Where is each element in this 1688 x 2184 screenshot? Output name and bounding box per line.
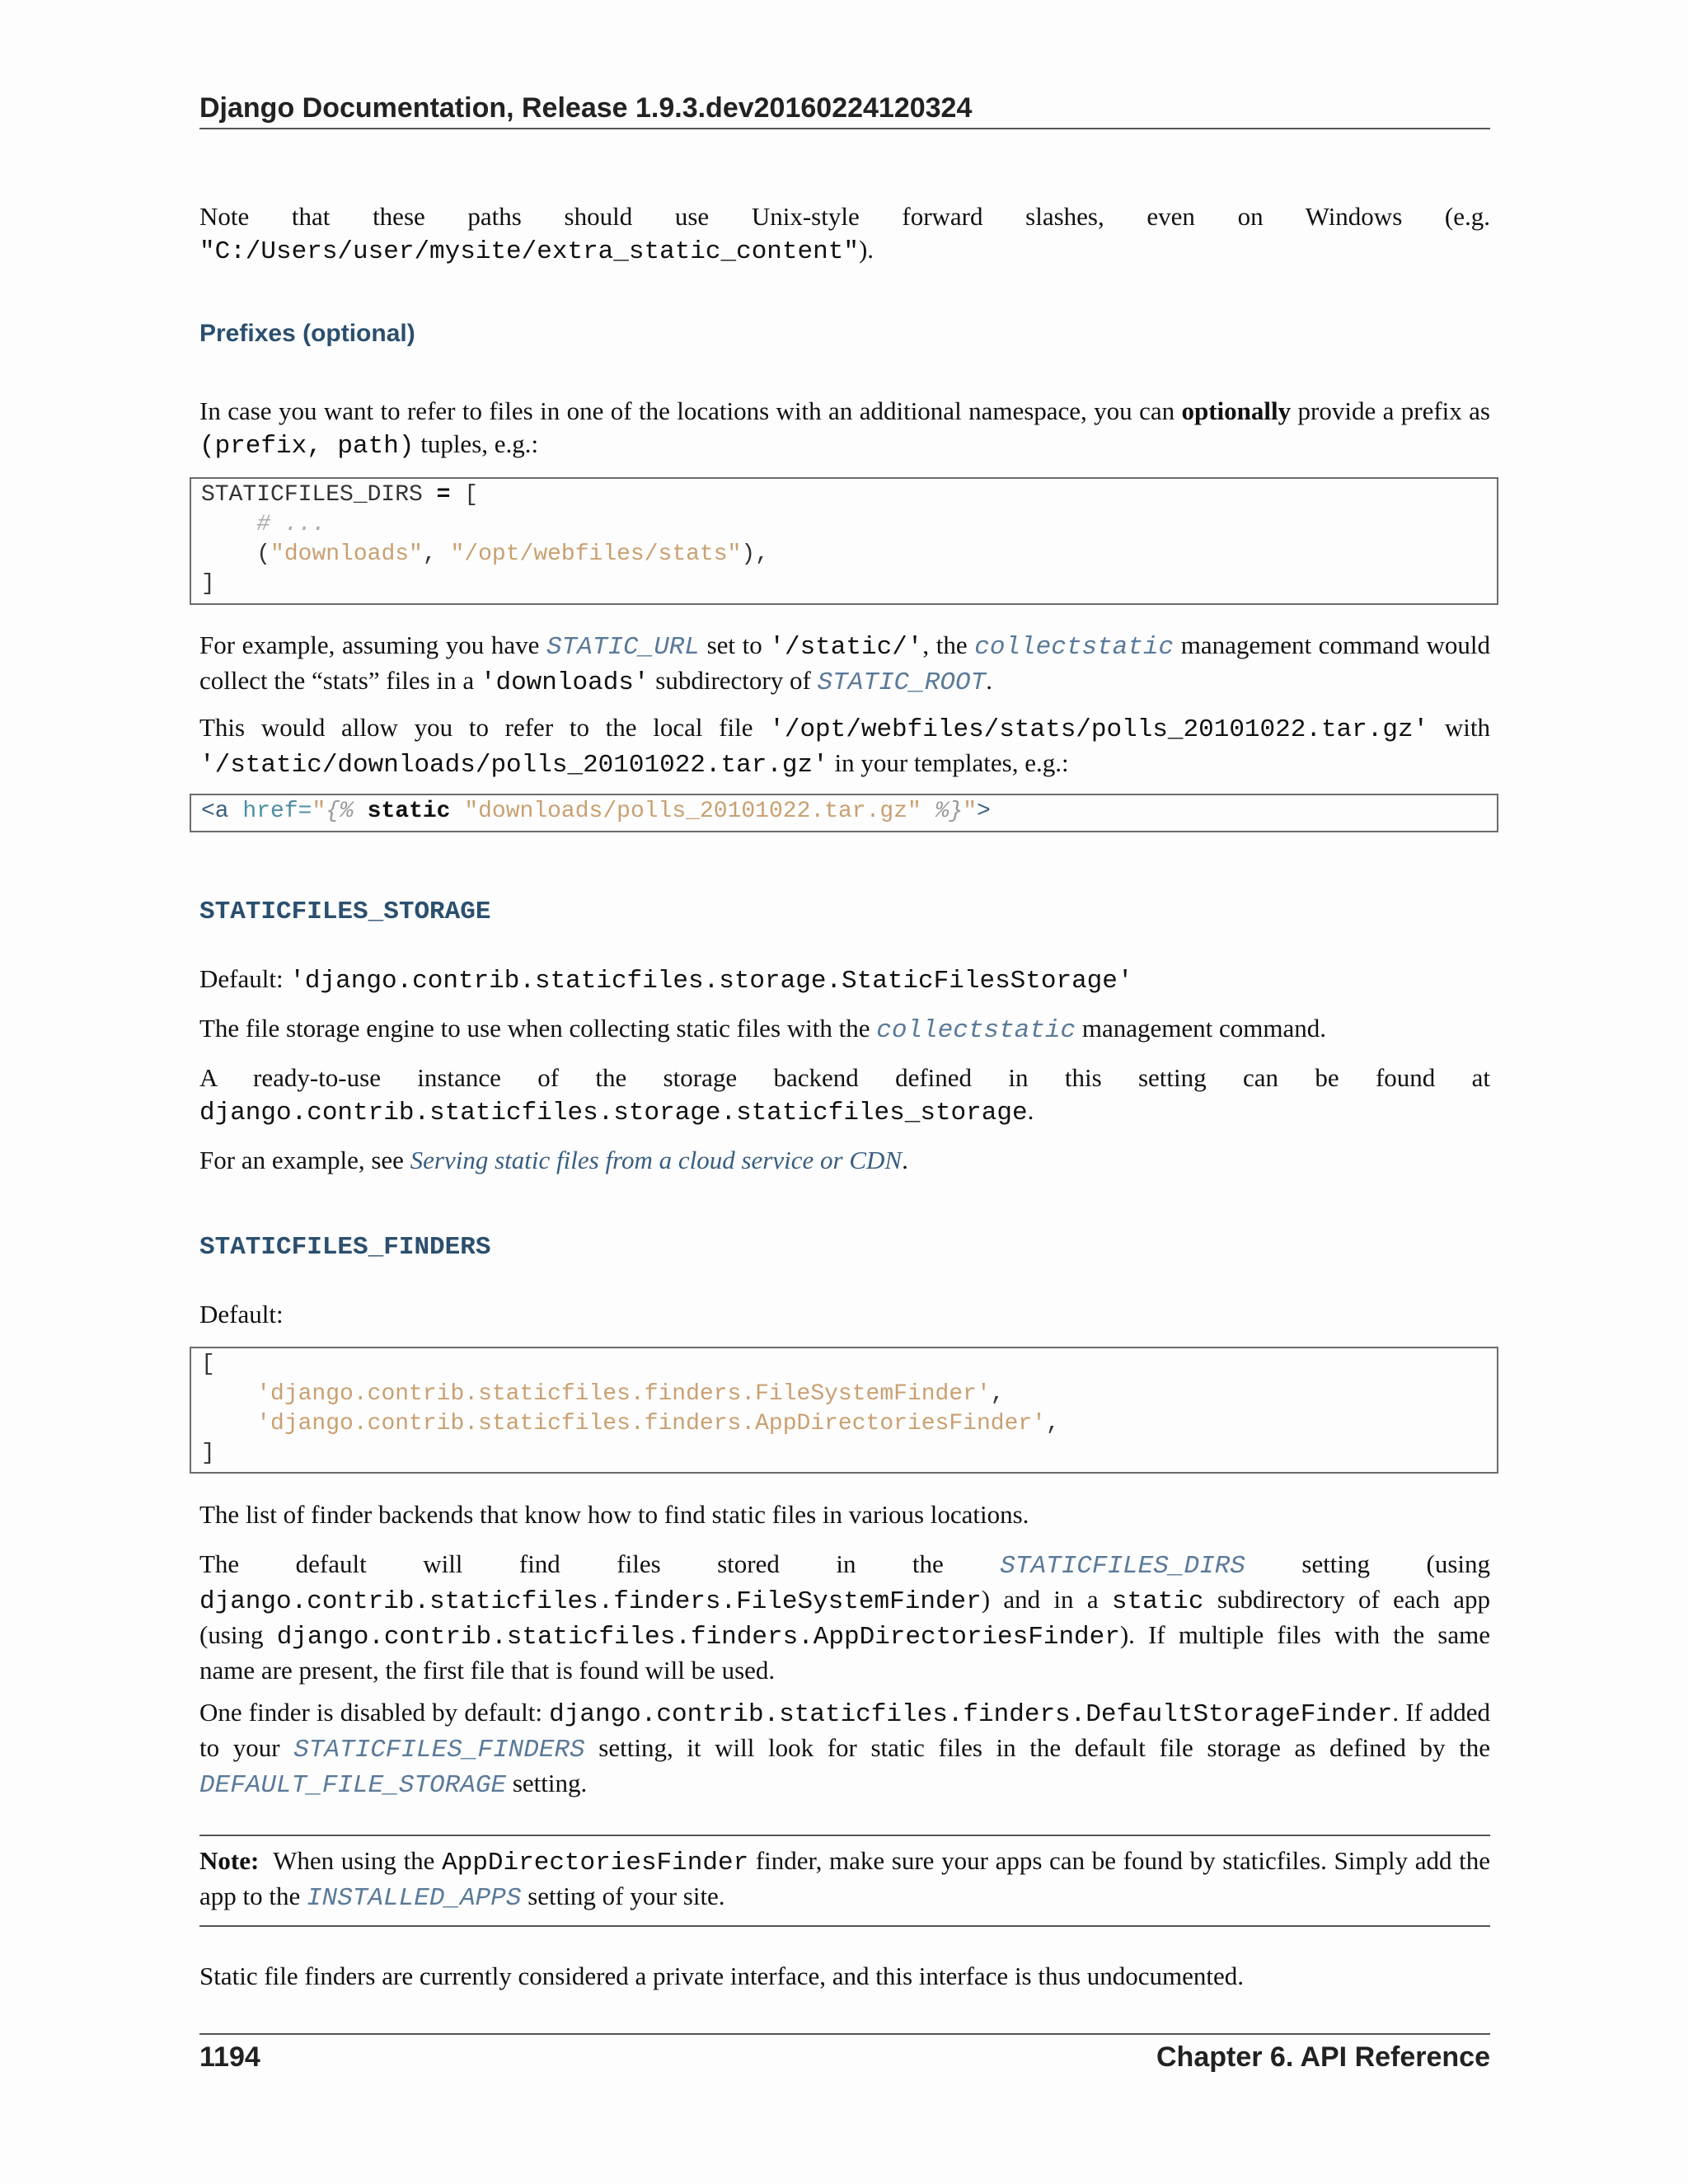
bold-text: optionally [1181, 396, 1292, 425]
code-token: ( [256, 541, 271, 567]
code-string: " [963, 799, 978, 824]
paragraph-text: One finder is disabled by default: [199, 1698, 542, 1727]
local-file-paragraph [199, 711, 1490, 782]
paragraph-text: , the [922, 630, 968, 659]
paragraph-text: For example, assuming you have [199, 630, 540, 659]
paragraph-text: The file storage engine to use when collecting static files with the [199, 1014, 870, 1043]
paragraph-text: ) and in a [981, 1585, 1099, 1614]
staticfiles-finders-heading: STATICFILES_FINDERS [199, 1233, 491, 1262]
code-tag: <a [201, 799, 229, 824]
paragraph-text: In case you want to refer to files in one of the locations with an additional namespace, you can [199, 396, 1175, 425]
code-token: = [436, 482, 451, 508]
staticfiles-finders-link[interactable]: STATICFILES_FINDERS [293, 1736, 585, 1765]
code-template-delim: %} [935, 799, 964, 824]
default-file-storage-link[interactable]: DEFAULT_FILE_STORAGE [199, 1771, 507, 1800]
code-attr: href= [242, 799, 312, 824]
code-token: [ [464, 482, 479, 508]
code-string: "downloads/polls_20101022.tar.gz" [464, 799, 921, 824]
staticfiles-storage-heading: STATICFILES_STORAGE [199, 898, 491, 926]
storage-engine-paragraph [199, 1012, 1490, 1047]
private-interface-paragraph: Static file finders are currently considered a private interface, and this interface is thus undocumented. [199, 1961, 1245, 1990]
staticfiles-dirs-code-block [190, 477, 1498, 605]
code-token: ] [201, 571, 215, 597]
note-label: Note: [199, 1846, 260, 1875]
paragraph-text: management command. [1081, 1014, 1326, 1043]
prefixes-heading: Prefixes (optional) [199, 320, 415, 347]
paragraph-text: with [1444, 713, 1491, 742]
paragraph-text: setting of your site. [528, 1882, 725, 1910]
paragraph-text: When using the [273, 1846, 435, 1875]
page-number: 1194 [199, 2041, 260, 2073]
collectstatic-link[interactable]: collectstatic [974, 633, 1175, 662]
static-root-link[interactable]: STATIC_ROOT [817, 668, 987, 697]
finders-default-label: Default: [199, 1300, 284, 1329]
installed-apps-link[interactable]: INSTALLED_APPS [307, 1884, 522, 1913]
code-token: STATICFILES_DIRS [201, 482, 423, 508]
collectstatic-link[interactable]: collectstatic [876, 1016, 1076, 1045]
paragraph-text: . [902, 1146, 908, 1174]
inline-code: '/opt/webfiles/stats/polls_20101022.tar.gz' [769, 715, 1429, 744]
paragraph-text: . [986, 666, 992, 695]
chapter-title: Chapter 6. API Reference [1156, 2041, 1490, 2073]
inline-code: "C:/Users/user/mysite/extra_static_content" [199, 237, 859, 266]
inline-code: '/static/' [769, 633, 923, 662]
inline-code: django.contrib.staticfiles.storage.staticfiles_storage [199, 1099, 1028, 1127]
paragraph-text: ). [858, 235, 874, 264]
template-code-block [190, 794, 1498, 832]
storage-see-paragraph [199, 1144, 1490, 1177]
page-footer [199, 2033, 1490, 2074]
paragraph-text: set to [706, 630, 762, 659]
code-token: , [1045, 1411, 1060, 1436]
code-token: [ [201, 1352, 215, 1377]
inline-code: 'django.contrib.staticfiles.storage.StaticFilesStorage' [289, 967, 1133, 996]
paragraph-text: setting (using [1301, 1549, 1490, 1578]
paragraph-text: A ready-to-use instance of the storage backend defined in this setting can be found at [199, 1063, 1490, 1092]
finders-default-behavior-paragraph [199, 1548, 1490, 1687]
paragraph-text: management command would collect the “stats” files in a [199, 630, 1491, 695]
finders-disabled-paragraph [199, 1696, 1490, 1802]
inline-code: AppDirectoriesFinder [442, 1849, 749, 1877]
inline-code: 'downloads' [480, 668, 649, 697]
code-string: "/opt/webfiles/stats" [450, 541, 742, 567]
inline-code: static [1111, 1587, 1204, 1616]
code-string: "downloads" [270, 541, 423, 567]
windows-paths-paragraph [199, 200, 1490, 269]
code-token: ] [201, 1441, 215, 1466]
running-header: Django Documentation, Release 1.9.3.dev20160224120324 [199, 92, 1490, 129]
cdn-guide-link[interactable]: Serving static files from a cloud service or CDN [410, 1146, 903, 1174]
storage-instance-paragraph [199, 1062, 1490, 1130]
code-token: , [990, 1381, 1005, 1407]
paragraph-text: This would allow you to refer to the local file [199, 713, 753, 742]
finders-default-code-block [190, 1347, 1498, 1474]
code-string: 'django.contrib.staticfiles.finders.FileSystemFinder' [256, 1381, 991, 1407]
static-url-link[interactable]: STATIC_URL [546, 633, 700, 662]
paragraph-text: . [1027, 1096, 1034, 1125]
code-template-delim: {% [326, 799, 354, 824]
finders-list-paragraph: The list of finder backends that know how to find static files in various locations. [199, 1500, 1029, 1529]
paragraph-text: setting. [512, 1769, 588, 1797]
code-comment: # ... [256, 512, 326, 537]
inline-code: (prefix, path) [199, 432, 415, 461]
paragraph-text: For an example, see [199, 1146, 404, 1174]
note-box [199, 1835, 1490, 1927]
paragraph-text: Note that these paths should use Unix-style forward slashes, even on Windows (e.g. [199, 202, 1490, 231]
code-string: " [312, 799, 326, 824]
paragraph-text: in your templates, e.g.: [834, 748, 1069, 777]
inline-code: django.contrib.staticfiles.finders.DefaultStorageFinder [549, 1700, 1393, 1729]
paragraph-text: finder, make sure your apps can be found by staticfiles. Simply add the app to the [199, 1846, 1490, 1910]
staticfiles-dirs-link[interactable]: STATICFILES_DIRS [1000, 1552, 1245, 1581]
code-token: , [422, 541, 437, 567]
prefixes-example-paragraph [199, 629, 1490, 700]
storage-default-paragraph [199, 963, 1490, 998]
paragraph-text: The default will find files stored in the [199, 1549, 944, 1578]
paragraph-text: Default: [199, 964, 284, 993]
inline-code: django.contrib.staticfiles.finders.FileSystemFinder [199, 1587, 982, 1616]
code-keyword: static [367, 799, 451, 824]
paragraph-text: . If added to your [199, 1698, 1490, 1762]
paragraph-text: subdirectory of each app (using [199, 1585, 1490, 1649]
code-string: 'django.contrib.staticfiles.finders.AppDirectoriesFinder' [256, 1411, 1046, 1436]
code-tag: > [977, 799, 991, 824]
paragraph-text: ). If multiple files with the same name are present, the first file that is found will be used. [199, 1620, 1490, 1685]
paragraph-text: subdirectory of [655, 666, 811, 695]
paragraph-text: tuples, e.g.: [420, 429, 539, 458]
paragraph-text: provide a prefix as [1297, 396, 1490, 425]
prefixes-intro-paragraph [199, 395, 1490, 463]
inline-code: '/static/downloads/polls_20101022.tar.gz' [199, 751, 828, 780]
paragraph-text: setting, it will look for static files in the default file storage as defined by the [598, 1733, 1491, 1762]
inline-code: django.contrib.staticfiles.finders.AppDirectoriesFinder [276, 1623, 1120, 1652]
code-token: ), [741, 541, 769, 567]
